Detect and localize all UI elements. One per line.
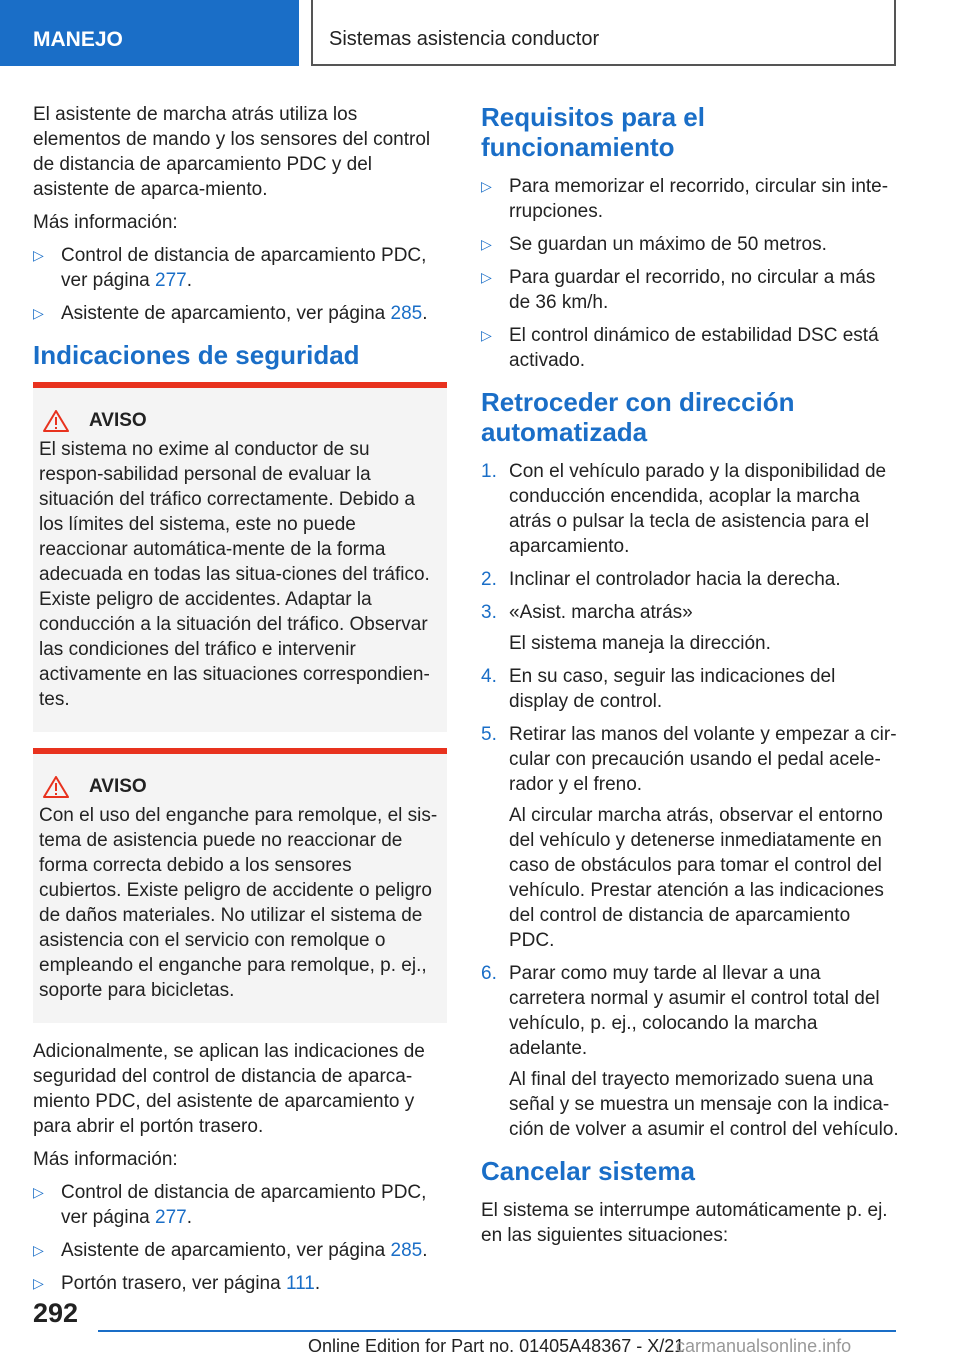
more-info-label: Más información: — [33, 212, 178, 233]
reference-text: Asistente de aparcamiento, ver página — [61, 303, 391, 324]
reference-text: Asistente de aparcamiento, ver página — [61, 1240, 391, 1261]
reference-tail: . — [186, 1207, 192, 1228]
page-link[interactable]: 111 — [285, 1273, 315, 1294]
requirements-list — [481, 174, 899, 373]
triangle-bullet-icon: ▷ — [33, 1275, 44, 1291]
step-number: 3. — [481, 602, 497, 623]
reference-text: Control de distancia de aparcamiento PDC, ver página — [61, 1182, 427, 1228]
additional-paragraph: Adicionalmente, se aplican las indicaciones de seguridad del control de distancia de aparca-miento PDC, del asistente de aparcamiento y para abrir el portón trasero. — [33, 1041, 425, 1137]
step-item — [481, 567, 899, 592]
step-text: En su caso, seguir las indicaciones del display de control. — [509, 666, 836, 712]
footer-divider — [98, 1330, 896, 1332]
right-column — [481, 102, 899, 1256]
reference-tail: . — [186, 270, 192, 291]
page-number: 292 — [33, 1298, 79, 1328]
step-number: 5. — [481, 724, 497, 745]
step-text: «Asist. marcha atrás» — [509, 602, 693, 623]
step-number: 6. — [481, 963, 497, 984]
list-item — [481, 323, 899, 373]
page-header — [0, 0, 960, 66]
safety-heading: Indicaciones de seguridad — [33, 340, 360, 370]
step-text: Retirar las manos del volante y empezar a cir-cular con precaución usando el pedal acele-rador y el freno. — [509, 724, 897, 795]
step-note: Al circular marcha atrás, observar el entorno del vehículo y detenerse inmediatamente en caso de obstáculos para tomar el control del vehículo. Prestar atención a las indicaciones del control de distancia de aparcamiento PDC. — [509, 805, 884, 951]
warning-triangle-icon — [43, 410, 69, 432]
step-note: El sistema maneja la dirección. — [509, 633, 771, 654]
requirements-heading: Requisitos para el funcionamiento — [481, 102, 705, 162]
list-item — [33, 1271, 447, 1296]
reference-text: Control de distancia de aparcamiento PDC, ver página — [61, 245, 427, 291]
reference-tail: . — [422, 303, 428, 324]
chapter-title: Sistemas asistencia conductor — [311, 0, 896, 66]
steps-list — [481, 459, 899, 1142]
reverse-heading: Retroceder con dirección automatizada — [481, 387, 795, 447]
list-item — [33, 243, 447, 293]
reference-tail: . — [422, 1240, 428, 1261]
step-item — [481, 722, 899, 953]
section-tab: MANEJO — [0, 0, 299, 66]
triangle-bullet-icon: ▷ — [33, 305, 44, 321]
list-item — [481, 174, 899, 224]
step-item — [481, 961, 899, 1142]
list-item — [33, 1180, 447, 1230]
triangle-bullet-icon: ▷ — [33, 1242, 44, 1258]
page-link[interactable]: 277 — [155, 270, 187, 291]
cancel-heading: Cancelar sistema — [481, 1156, 695, 1186]
triangle-bullet-icon: ▷ — [481, 236, 492, 252]
reference-list — [33, 243, 447, 326]
requirement-text: El control dinámico de estabilidad DSC está activado. — [509, 325, 879, 371]
page-link[interactable]: 285 — [390, 1240, 423, 1261]
list-item — [33, 301, 447, 326]
step-text: Con el vehículo parado y la disponibilidad de conducción encendida, acoplar la marcha atrás o pulsar la tecla de asistencia para el aparcamiento. — [509, 461, 887, 557]
warning-title: AVISO — [89, 776, 147, 797]
step-number: 1. — [481, 461, 497, 482]
step-number: 4. — [481, 666, 497, 687]
intro-paragraph: El asistente de marcha atrás utiliza los elementos de mando y los sensores del control de distancia de aparcamiento PDC y del asistente de aparca-miento. — [33, 104, 431, 200]
step-item — [481, 459, 899, 559]
warning-text: Con el uso del enganche para remolque, el sis-tema de asistencia puede no reaccionar de forma correcta debido a los sensores cubiertos. Existe peligro de accidente o peligro de daños materiales. No utilizar el sistema de asistencia con el servicio con remolque o empleando el enganche para remolque, p. ej., soporte para bicicletas. — [39, 805, 438, 1001]
step-text: Inclinar el controlador hacia la derecha. — [509, 569, 841, 590]
cancel-paragraph: El sistema se interrumpe automáticamente p. ej. en las siguientes situaciones: — [481, 1200, 888, 1246]
list-item — [481, 232, 899, 257]
step-item — [481, 600, 899, 656]
triangle-bullet-icon: ▷ — [481, 327, 492, 343]
page-link[interactable]: 285 — [390, 303, 423, 324]
step-number: 2. — [481, 569, 497, 590]
triangle-bullet-icon: ▷ — [33, 247, 44, 263]
triangle-bullet-icon: ▷ — [481, 269, 492, 285]
step-note: Al final del trayecto memorizado suena una señal y se muestra un mensaje con la indica-ción de volver a asumir el control del vehículo. — [509, 1069, 899, 1140]
requirement-text: Se guardan un máximo de 50 metros. — [509, 234, 827, 255]
triangle-bullet-icon: ▷ — [33, 1184, 44, 1200]
warning-box — [33, 382, 447, 732]
warning-title: AVISO — [89, 410, 147, 431]
warning-box — [33, 748, 447, 1023]
requirement-text: Para memorizar el recorrido, circular sin inte-rrupciones. — [509, 176, 889, 222]
page-link[interactable]: 277 — [155, 1207, 187, 1228]
step-text: Parar como muy tarde al llevar a una carretera normal y asumir el control total del vehículo, p. ej., colocando la marcha adelante. — [509, 963, 880, 1059]
warning-text: El sistema no exime al conductor de su respon-sabilidad personal de evaluar la situación del tráfico correctamente. Debido a los límites del sistema, este no puede reaccionar automática-mente de la forma adecuada en todas las situa-ciones del tráfico. Existe peligro de accidentes. Adaptar la conducción a la situación del tráfico. Observar las condiciones del tráfico e intervenir activamente en las situaciones correspondien-tes. — [39, 439, 430, 710]
list-item — [481, 265, 899, 315]
list-item — [33, 1238, 447, 1263]
warning-triangle-icon — [43, 776, 69, 798]
reference-text: Portón trasero, ver página — [61, 1273, 286, 1294]
footer-edition: Online Edition for Part no. 01405A48367 - X/21 — [308, 1336, 685, 1356]
reference-tail: . — [314, 1273, 321, 1294]
left-column — [33, 102, 447, 1304]
more-info-label: Más información: — [33, 1149, 178, 1170]
triangle-bullet-icon: ▷ — [481, 178, 492, 194]
reference-list — [33, 1180, 447, 1296]
step-item — [481, 664, 899, 714]
requirement-text: Para guardar el recorrido, no circular a más de 36 km/h. — [509, 267, 876, 313]
watermark: carmanualsonline.info — [676, 1336, 852, 1356]
